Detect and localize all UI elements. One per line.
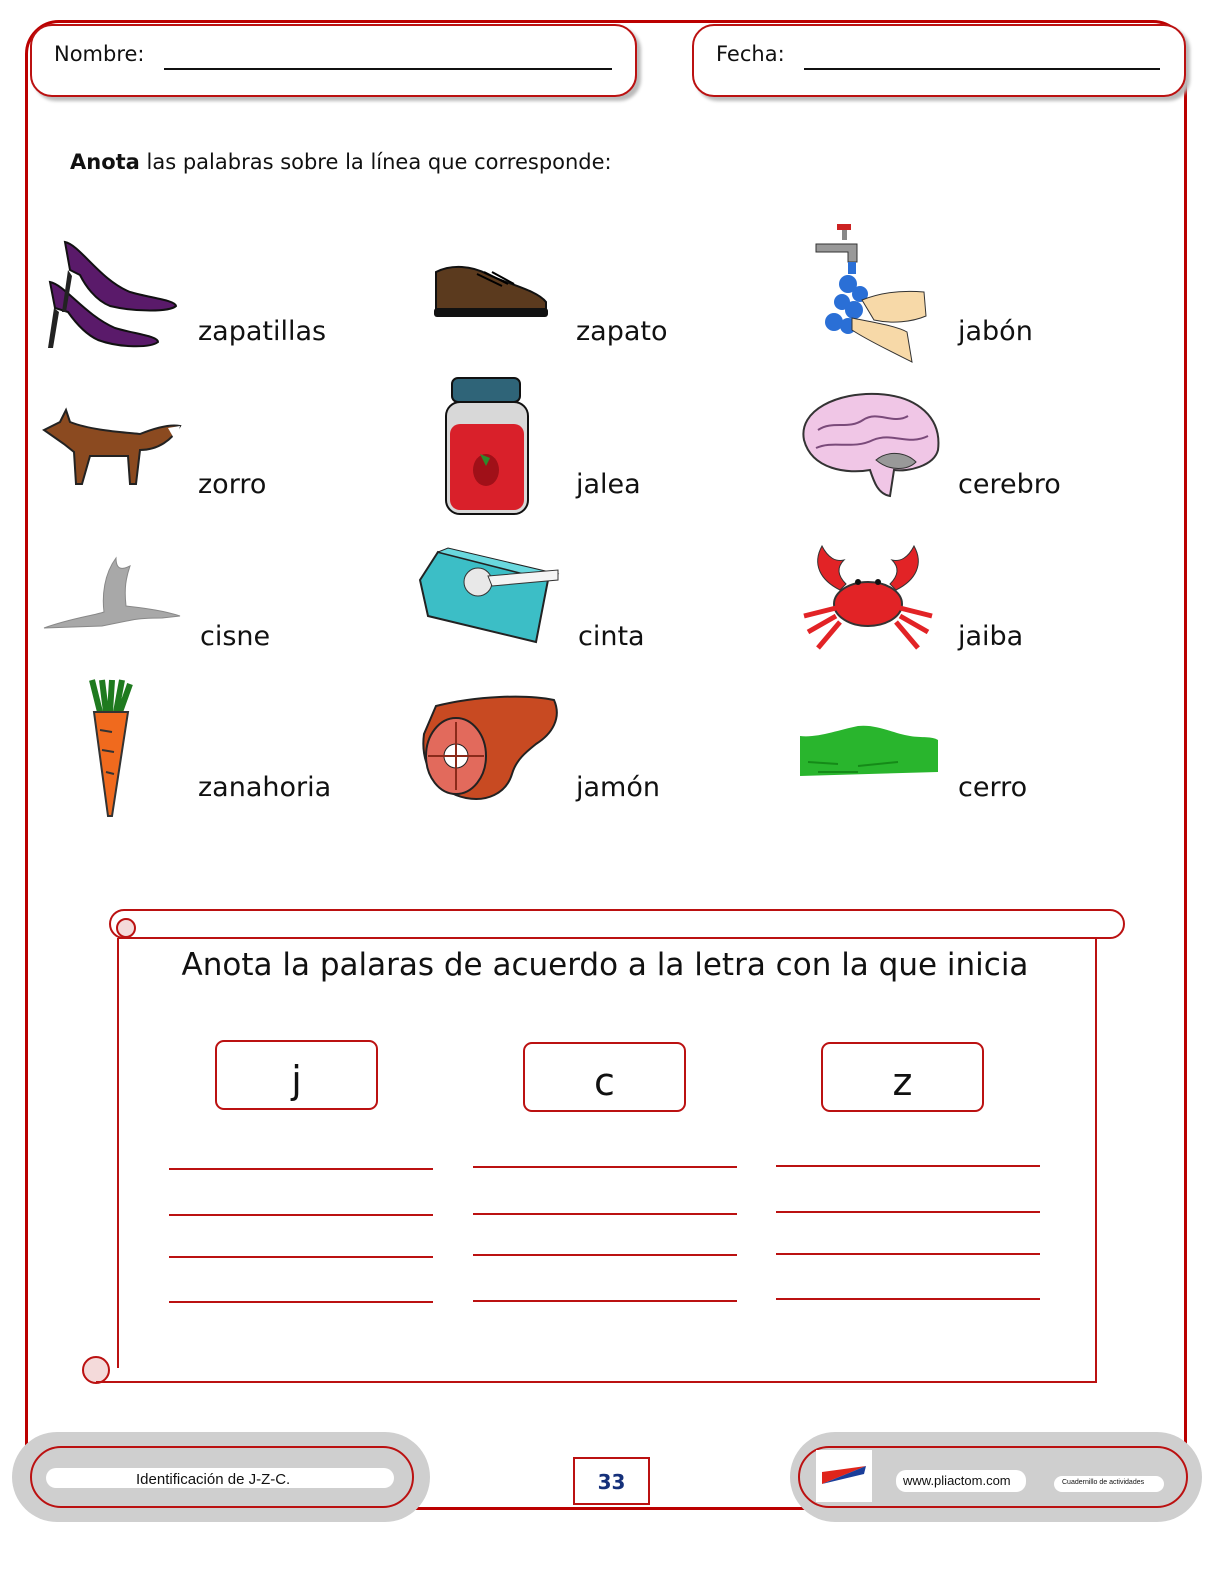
footer-left <box>12 1432 430 1522</box>
answer-line-z-1[interactable] <box>776 1165 1040 1167</box>
word-cerro: cerro <box>958 772 1028 803</box>
word-cinta: cinta <box>578 621 645 652</box>
instruction <box>70 150 612 174</box>
answer-line-z-3[interactable] <box>776 1253 1040 1255</box>
letter-box-c: c <box>523 1042 686 1112</box>
answer-line-z-2[interactable] <box>776 1211 1040 1213</box>
tape-dispenser-icon <box>418 546 562 644</box>
word-zanahoria: zanahoria <box>198 772 332 803</box>
date-label: Fecha: <box>716 42 785 66</box>
hill-icon <box>798 722 940 778</box>
page-number: 33 <box>573 1457 650 1505</box>
instruction-text: las palabras sobre la línea que corresponde: <box>139 150 612 174</box>
swan-icon <box>42 556 182 632</box>
answer-line-j-3[interactable] <box>169 1256 433 1258</box>
word-jalea: jalea <box>576 469 641 500</box>
footer-website[interactable]: www.pliactom.com <box>903 1473 1011 1488</box>
activity-title: Anota la palaras de acuerdo a la letra con la que inicia <box>181 947 1029 983</box>
name-label: Nombre: <box>54 42 145 66</box>
answer-line-j-1[interactable] <box>169 1168 433 1170</box>
crab-icon <box>800 540 936 656</box>
carrot-icon <box>86 678 134 820</box>
word-zorro: zorro <box>198 469 267 500</box>
letter-box-j: j <box>215 1040 378 1110</box>
fox-icon <box>40 400 182 490</box>
word-jaiba: jaiba <box>958 621 1024 652</box>
name-line[interactable] <box>164 68 612 70</box>
shoe-icon <box>432 262 550 320</box>
washing-hands-icon <box>812 222 930 364</box>
word-cerebro: cerebro <box>958 469 1061 500</box>
answer-line-j-2[interactable] <box>169 1214 433 1216</box>
footer-tagline: Cuadernillo de actividades <box>1062 1479 1145 1486</box>
date-field-box[interactable] <box>692 24 1186 97</box>
letter-box-z: z <box>821 1042 984 1112</box>
high-heels-icon <box>40 240 180 352</box>
jelly-jar-icon <box>442 376 532 518</box>
brain-icon <box>798 390 942 498</box>
instruction-bold: Anota <box>70 150 140 174</box>
date-line[interactable] <box>804 68 1160 70</box>
word-cisne: cisne <box>200 621 271 652</box>
word-jamon: jamón <box>576 772 660 803</box>
answer-line-c-1[interactable] <box>473 1166 737 1168</box>
pennant-logo-icon <box>816 1450 872 1502</box>
word-jabon: jabón <box>958 316 1033 347</box>
answer-line-z-4[interactable] <box>776 1298 1040 1300</box>
name-field-box[interactable] <box>30 24 637 97</box>
word-zapatillas: zapatillas <box>198 316 327 347</box>
ham-icon <box>416 694 562 804</box>
footer-topic: Identificación de J-Z-C. <box>136 1471 291 1488</box>
answer-line-j-4[interactable] <box>169 1301 433 1303</box>
answer-line-c-2[interactable] <box>473 1213 737 1215</box>
footer-right <box>790 1432 1202 1522</box>
answer-line-c-4[interactable] <box>473 1300 737 1302</box>
answer-line-c-3[interactable] <box>473 1254 737 1256</box>
word-zapato: zapato <box>576 316 668 347</box>
footer-logo-box <box>816 1450 872 1502</box>
